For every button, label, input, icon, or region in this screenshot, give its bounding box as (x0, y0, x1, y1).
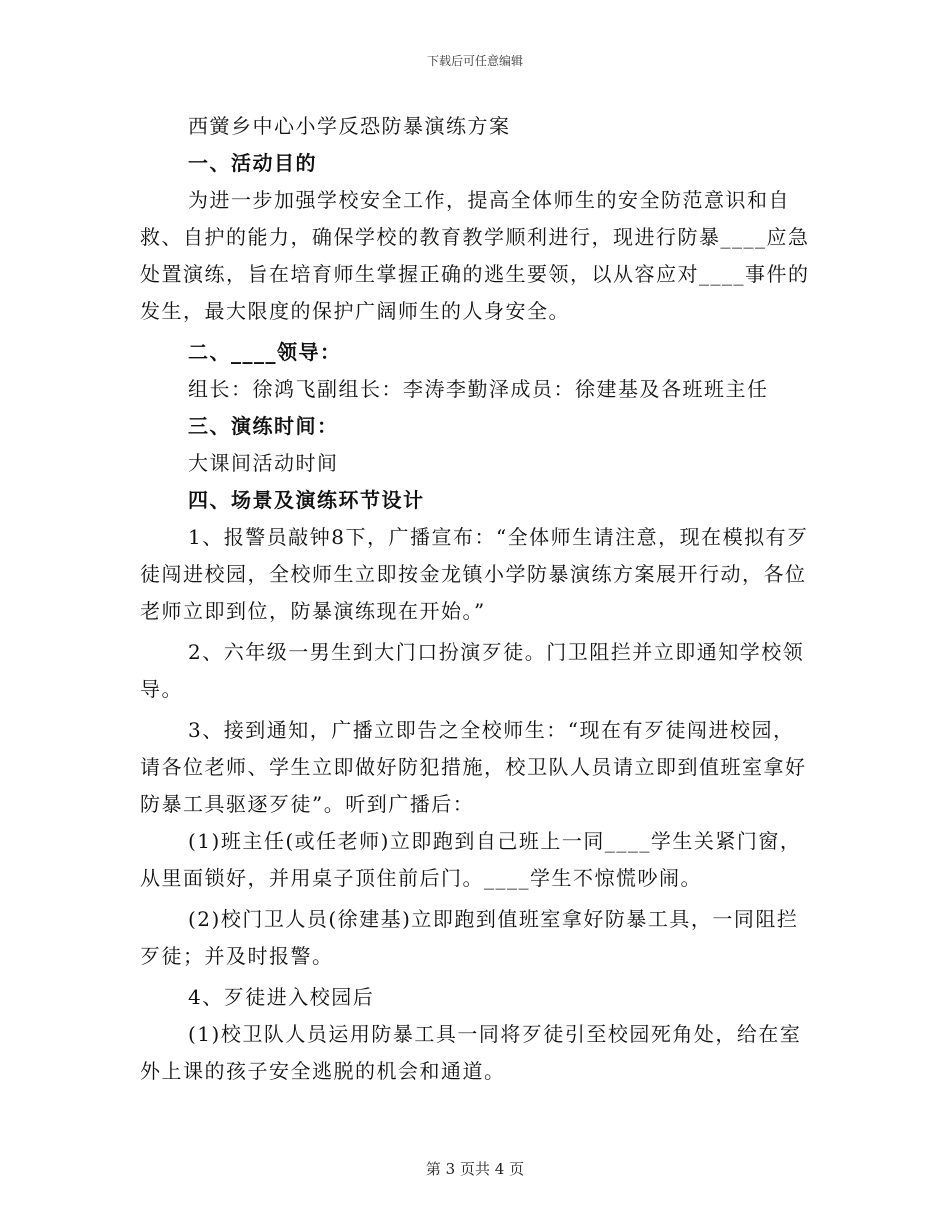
step-4: 4、歹徒进入校园后 (188, 985, 375, 1009)
step-3-item-2: (2)校门卫人员(徐建基)立即跑到值班室拿好防暴工具，一同阻拦歹徒；并及时报警。 (140, 907, 799, 968)
step-1: 1、报警员敲钟8下，广播宣布：“全体师生请注意，现在模拟有歹徒闯进校园，全校师生立即按金龙镇小学防暴演练方案展开行动，各位老师立即到位，防暴演练现在开始。” (140, 525, 809, 623)
section-heading-time: 三、演练时间： (188, 414, 339, 438)
step-3: 3、接到通知，广播立即告之全校师生：“现在有歹徒闯进校园，请各位老师、学生立即做好防犯措施，校卫队人员请立即到值班室拿好防暴工具驱逐歹徒”。听到广播后： (140, 718, 807, 816)
page-footer: 第 3 页共 4 页 (425, 1160, 525, 1178)
page-header: 下载后可任意编辑 (426, 54, 523, 68)
section-heading-leadership: 二、____领导： (188, 340, 342, 364)
step-4-item-1: (1)校卫队人员运用防暴工具一同将歹徒引至校园死角处，给在室外上课的孩子安全逃脱的机会和通道。 (140, 1022, 802, 1083)
section-body-leadership: 组长：徐鸿飞副组长：李涛李勤泽成员：徐建基及各班班主任 (188, 377, 769, 401)
section-heading-scenario: 四、场景及演练环节设计 (188, 488, 425, 512)
step-2: 2、六年级一男生到大门口扮演歹徒。门卫阻拦并立即通知学校领导。 (140, 640, 805, 701)
document-body (140, 108, 810, 1090)
document-title: 西黉乡中心小学反恐防暴演练方案 (188, 114, 511, 138)
step-3-item-1: (1)班主任(或任老师)立即跑到自己班上一同____学生关紧门窗，从里面锁好，并用桌子顶住前后门。____学生不惊慌吵闹。 (140, 829, 802, 890)
section-body-time: 大课间活动时间 (188, 451, 339, 475)
section-heading-purpose: 一、活动目的 (188, 151, 317, 175)
section-body-purpose: 为进一步加强学校安全工作，提高全体师生的安全防范意识和自救、自护的能力，确保学校的教育教学顺利进行，现进行防暴____应急处置演练，旨在培育师生掌握正确的逃生要领，以从容应对____事件的发生，最大限度的保护广阔师生的人身安全。 (140, 188, 810, 323)
